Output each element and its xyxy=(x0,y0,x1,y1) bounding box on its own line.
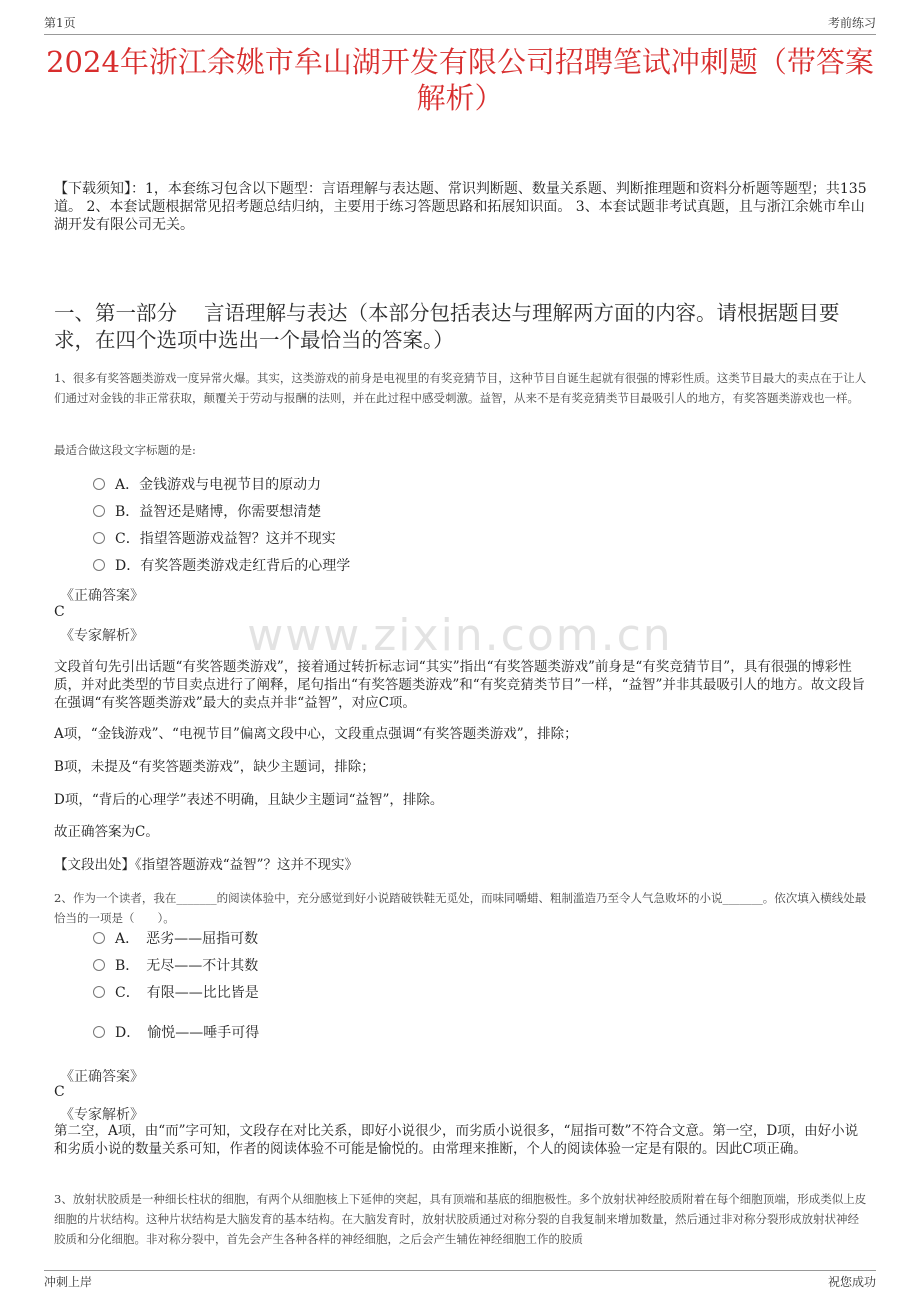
q1-analysis-d: D项，“背后的心理学”表述不明确，且缺少主题词“益智”，排除。 xyxy=(54,792,444,808)
q2-option-b[interactable]: B． 无尽——不计其数 xyxy=(93,956,258,976)
download-notice: 【下载须知】：1，本套练习包含以下题型：言语理解与表达题、常识判断题、数量关系题、判断推理题和资料分析题等题型；共135道。 2、本套试题根据常见招考题总结归纳，主要用于练习答题思路和拓展知识面。 3、本套试题非考试真题，且与浙江余姚市牟山湖开发有限公司无关。 xyxy=(54,181,867,233)
q2-option-a[interactable]: A． 恶劣——屈指可数 xyxy=(93,929,258,949)
q1-option-d[interactable]: D．有奖答题类游戏走红背后的心理学 xyxy=(93,556,350,576)
page-number: 第1页 xyxy=(44,16,76,30)
document-title: 2024年浙江余姚市牟山湖开发有限公司招聘笔试冲刺题（带答案解析） xyxy=(46,45,874,115)
question-1-prompt: 最适合做这段文字标题的是: xyxy=(54,443,196,457)
q2-analysis-label: 《专家解析》 xyxy=(60,1107,144,1123)
q2-answer: C xyxy=(54,1084,65,1100)
section-heading: 一、第一部分 言语理解与表达（本部分包括表达与理解两方面的内容。请根据题目要求，在四个选项中选出一个最恰当的答案。） xyxy=(54,301,840,352)
q1-analysis-label: 《专家解析》 xyxy=(60,628,144,644)
q2-option-c[interactable]: C． 有限——比比皆是 xyxy=(93,983,259,1003)
radio-icon xyxy=(93,478,105,490)
footer-left: 冲刺上岸 xyxy=(44,1275,93,1289)
q1-analysis-b: B项，未提及“有奖答题类游戏”，缺少主题词，排除； xyxy=(54,759,375,775)
q1-analysis-a: A项，“金钱游戏”、“电视节目”偏离文段中心，文段重点强调“有奖答题类游戏”，排除； xyxy=(54,726,578,742)
question-2-text: 2、作为一个读者，我在_______的阅读体验中，充分感觉到好小说踏破铁鞋无觅处，而味同嚼蜡、粗制滥造乃至令人气急败坏的小说_______。依次填入横线处最恰当的一项是（ ）。 xyxy=(54,891,867,925)
footer-right: 祝您成功 xyxy=(827,1275,876,1289)
page-footer xyxy=(44,1270,876,1293)
q2-option-d[interactable]: D． 愉悦——唾手可得 xyxy=(93,1023,259,1043)
radio-icon xyxy=(93,1026,105,1038)
q1-option-c[interactable]: C．指望答题游戏益智？这并不现实 xyxy=(93,529,336,549)
radio-icon xyxy=(93,505,105,517)
watermark: www.zixin.com.cn xyxy=(247,610,673,661)
q1-conclusion: 故正确答案为C。 xyxy=(54,824,159,840)
page-header xyxy=(44,14,876,35)
question-1-text: 1、很多有奖答题类游戏一度异常火爆。其实，这类游戏的前身是电视里的有奖竞猜节目，这种节目自诞生起就有很强的博彩性质。这类节目最大的卖点在于让人们通过对金钱的非正常获取，颠覆关于劳动与报酬的法则，并在此过程中感受刺激。益智，从来不是有奖竞猜类节目最吸引人的地方，有奖答题类游戏也一样。 xyxy=(54,371,867,405)
radio-icon xyxy=(93,559,105,571)
radio-icon xyxy=(93,986,105,998)
q1-option-a[interactable]: A．金钱游戏与电视节目的原动力 xyxy=(93,475,321,495)
q1-analysis-main: 文段首句先引出话题“有奖答题类游戏”，接着通过转折标志词“其实”指出“有奖答题类游戏”前身是“有奖竞猜节目”，具有很强的博彩性质，并对此类型的节目卖点进行了阐释，尾句指出“有奖答题类游戏”和“有奖竞猜类节目”一样，“益智”并非其最吸引人的地方。故文段旨在强调“有奖答题类游戏”最大的卖点并非“益智”，对应C项。 xyxy=(54,659,865,711)
q1-answer: C xyxy=(54,604,65,620)
question-3-text: 3、放射状胶质是一种细长柱状的细胞，有两个从细胞核上下延伸的突起，具有顶端和基底的细胞极性。多个放射状神经胶质附着在每个细胞顶端，形成类似上皮细胞的片状结构。这种片状结构是大脑发育的基本结构。在大脑发育时，放射状胶质通过对称分裂的自我复制来增加数量，然后通过非对称分裂形成放射状神经胶质和分化细胞。非对称分裂中，首先会产生各种各样的神经细胞，之后会产生辅佐神经细胞工作的胶质 xyxy=(54,1192,867,1246)
q1-option-b[interactable]: B．益智还是赌博，你需要想清楚 xyxy=(93,502,321,522)
q1-source: 【文段出处】《指望答题游戏“益智”？这并不现实》 xyxy=(54,857,359,873)
q1-answer-label: 《正确答案》 xyxy=(60,588,144,604)
header-label: 考前练习 xyxy=(827,16,876,30)
radio-icon xyxy=(93,532,105,544)
radio-icon xyxy=(93,959,105,971)
q2-answer-label: 《正确答案》 xyxy=(60,1069,144,1085)
radio-icon xyxy=(93,932,105,944)
q2-analysis: 第二空，A项，由“而”字可知，文段存在对比关系，即好小说很少，而劣质小说很多，“屈指可数”不符合文意。第一空，D项，由好小说和劣质小说的数量关系可知，作者的阅读体验不可能是愉悦的。由常理来推断，个人的阅读体验一定是有限的。因此C项正确。 xyxy=(54,1123,859,1157)
